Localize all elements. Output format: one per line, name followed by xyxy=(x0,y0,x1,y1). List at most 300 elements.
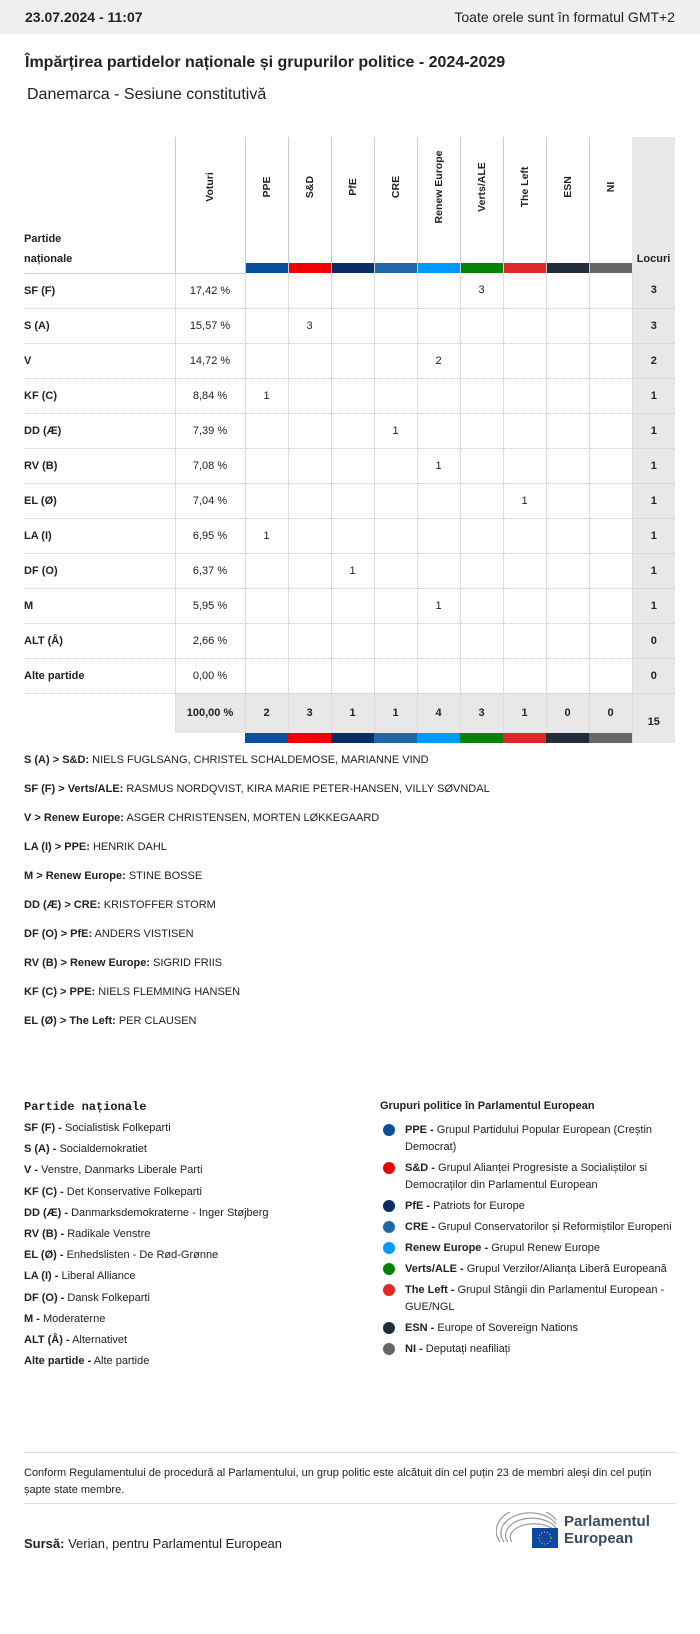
group-color-bar xyxy=(245,733,288,743)
table-row xyxy=(24,588,675,623)
table-row xyxy=(24,623,675,658)
group-seat-cell xyxy=(546,273,589,308)
vote-share: 5,95 % xyxy=(175,588,245,623)
legend-text xyxy=(405,1240,600,1257)
group-seat-cell xyxy=(374,273,417,308)
group-seat-cell: 2 xyxy=(417,343,460,378)
group-seat-cell xyxy=(460,553,503,588)
group-seat-cell xyxy=(460,483,503,518)
votes-header xyxy=(175,137,245,273)
group-seat-cell xyxy=(589,553,632,588)
group-seat-cell xyxy=(460,588,503,623)
national-parties-legend xyxy=(24,1100,269,1376)
group-seat-cell xyxy=(374,553,417,588)
group-seat-cell xyxy=(589,378,632,413)
group-seat-cell xyxy=(331,623,374,658)
party-name: EL (Ø) xyxy=(24,483,175,518)
vote-share: 7,08 % xyxy=(175,448,245,483)
vote-share: 6,37 % xyxy=(175,553,245,588)
legend-abbr: LA (I) - xyxy=(24,1270,59,1283)
group-name: PPE xyxy=(260,176,273,198)
mep-mapping: KF (C) > PPE: xyxy=(24,986,96,998)
group-color-dot-icon xyxy=(383,1263,395,1275)
legend-abbr: DD (Æ) - xyxy=(24,1206,68,1219)
group-total: 4 xyxy=(417,693,460,733)
group-color-dot-icon xyxy=(383,1200,395,1212)
legend-name: Europe of Sovereign Nations xyxy=(437,1322,579,1334)
mep-list-item xyxy=(24,897,490,926)
mep-names: STINE BOSSE xyxy=(128,870,203,882)
mep-names: PER CLAUSEN xyxy=(118,1015,197,1027)
group-seat-cell xyxy=(546,378,589,413)
group-seat-cell xyxy=(331,658,374,693)
legend-name: Dansk Folkeparti xyxy=(67,1291,150,1304)
group-seat-cell xyxy=(460,448,503,483)
table-row xyxy=(24,343,675,378)
vote-share: 0,00 % xyxy=(175,658,245,693)
legend-text xyxy=(405,1198,525,1215)
legend-item xyxy=(24,1292,269,1313)
group-total: 0 xyxy=(546,693,589,733)
mep-mapping: SF (F) > Verts/ALE: xyxy=(24,783,124,795)
group-name: CRE xyxy=(389,175,402,199)
legend-item xyxy=(24,1143,269,1164)
vote-share: 2,66 % xyxy=(175,623,245,658)
group-seat-cell xyxy=(245,413,288,448)
group-seat-cell xyxy=(460,343,503,378)
group-seat-cell xyxy=(288,273,331,308)
legend-abbr: M - xyxy=(24,1312,40,1325)
legend-abbr: Renew Europe - xyxy=(405,1242,489,1254)
group-seat-cell xyxy=(503,413,546,448)
legend-abbr: PPE - xyxy=(405,1124,434,1136)
group-seat-cell xyxy=(417,308,460,343)
legend-item xyxy=(380,1160,680,1194)
group-name: Renew Europe xyxy=(432,150,445,224)
group-seat-cell: 1 xyxy=(245,378,288,413)
group-total: 0 xyxy=(589,693,632,733)
group-seat-cell xyxy=(245,623,288,658)
group-seat-cell xyxy=(288,623,331,658)
group-seat-cell xyxy=(589,658,632,693)
group-seat-cell xyxy=(331,378,374,413)
legend-abbr: Alte partide - xyxy=(24,1355,92,1368)
group-color-bar xyxy=(374,733,417,743)
total-votes: 100,00 % xyxy=(175,693,245,733)
group-name: NI xyxy=(604,181,617,193)
group-name: ESN xyxy=(561,176,574,198)
group-seat-cell xyxy=(589,483,632,518)
legend-item xyxy=(24,1270,269,1291)
group-total: 2 xyxy=(245,693,288,733)
legend-abbr: S (A) - xyxy=(24,1143,57,1156)
group-total: 3 xyxy=(460,693,503,733)
legend-name: Alte partide xyxy=(93,1355,150,1368)
group-name: Verts/ALE xyxy=(475,162,488,212)
group-header xyxy=(331,137,374,273)
group-seat-cell xyxy=(331,483,374,518)
group-color-bar xyxy=(417,733,460,743)
group-header xyxy=(460,137,503,273)
table-row xyxy=(24,518,675,553)
group-seat-cell xyxy=(374,658,417,693)
group-total: 1 xyxy=(374,693,417,733)
mep-list-item xyxy=(24,984,490,1013)
group-seat-cell xyxy=(589,448,632,483)
party-name: M xyxy=(24,588,175,623)
logo-line1: Parlamentul xyxy=(564,1513,650,1530)
group-seat-cell: 1 xyxy=(503,483,546,518)
legend-text xyxy=(405,1122,680,1156)
group-name: PfE xyxy=(346,178,359,196)
group-seat-cell xyxy=(503,588,546,623)
legend-item xyxy=(24,1249,269,1270)
group-color-bar xyxy=(547,263,589,273)
mep-names: NIELS FLEMMING HANSEN xyxy=(98,986,241,998)
group-seat-cell xyxy=(331,518,374,553)
group-seat-cell xyxy=(546,588,589,623)
group-seat-cell xyxy=(503,623,546,658)
votes-header-label: Voturi xyxy=(204,172,216,202)
group-seat-cell xyxy=(374,623,417,658)
group-seat-cell xyxy=(331,273,374,308)
group-seat-cell xyxy=(460,623,503,658)
legend-name: Moderaterne xyxy=(42,1312,106,1325)
legend-item xyxy=(24,1207,269,1228)
legend-item xyxy=(380,1219,680,1236)
group-seat-cell: 1 xyxy=(417,588,460,623)
party-name: RV (B) xyxy=(24,448,175,483)
party-name: SF (F) xyxy=(24,273,175,308)
mep-mapping: LA (I) > PPE: xyxy=(24,841,90,853)
mep-names: HENRIK DAHL xyxy=(92,841,167,853)
seat-count: 1 xyxy=(632,553,675,588)
group-seat-cell xyxy=(245,273,288,308)
total-seats: 15 xyxy=(632,693,675,743)
seat-count: 1 xyxy=(632,413,675,448)
legend-abbr: Verts/ALE - xyxy=(405,1263,464,1275)
group-color-bar xyxy=(461,263,503,273)
group-seat-cell xyxy=(589,413,632,448)
mep-mapping: RV (B) > Renew Europe: xyxy=(24,957,151,969)
mep-list-item xyxy=(24,810,490,839)
legend-abbr: KF (C) - xyxy=(24,1185,64,1198)
group-seat-cell: 1 xyxy=(245,518,288,553)
group-seat-cell xyxy=(288,413,331,448)
mep-list xyxy=(24,752,490,1042)
vote-share: 15,57 % xyxy=(175,308,245,343)
group-seat-cell xyxy=(417,483,460,518)
group-seat-cell xyxy=(460,413,503,448)
group-seat-cell xyxy=(245,308,288,343)
legend-item xyxy=(380,1122,680,1156)
group-color-dot-icon xyxy=(383,1221,395,1233)
group-seat-cell xyxy=(374,308,417,343)
table-row xyxy=(24,553,675,588)
group-seat-cell xyxy=(503,553,546,588)
legend-name: Grupul Partidului Popular European (Creștin Democrat) xyxy=(405,1124,653,1153)
group-seat-cell xyxy=(503,343,546,378)
legend-abbr: SF (F) - xyxy=(24,1122,62,1134)
group-seat-cell xyxy=(503,378,546,413)
table-row xyxy=(24,658,675,693)
legend-item xyxy=(380,1341,680,1358)
group-header xyxy=(417,137,460,273)
seat-count: 0 xyxy=(632,623,675,658)
mep-names: ASGER CHRISTENSEN, MORTEN LØKKEGAARD xyxy=(126,812,380,824)
group-total: 3 xyxy=(288,693,331,733)
table-row xyxy=(24,413,675,448)
group-color-dot-icon xyxy=(383,1124,395,1136)
mep-names: SIGRID FRIIS xyxy=(153,957,223,969)
top-bar xyxy=(0,0,700,34)
group-seat-cell xyxy=(546,413,589,448)
seat-count: 3 xyxy=(632,273,675,308)
page-title: Împărțirea partidelor naționale și grupurilor politice - 2024-2029 xyxy=(25,54,506,71)
legend-abbr: ALT (Å) - xyxy=(24,1333,70,1346)
mep-names: ANDERS VISTISEN xyxy=(94,928,194,940)
group-seat-cell xyxy=(460,518,503,553)
group-total: 1 xyxy=(503,693,546,733)
mep-mapping: S (A) > S&D: xyxy=(24,754,90,766)
group-seat-cell xyxy=(331,308,374,343)
political-groups-legend xyxy=(380,1100,680,1362)
group-seat-cell xyxy=(503,658,546,693)
group-seat-cell xyxy=(288,658,331,693)
group-color-dot-icon xyxy=(383,1162,395,1174)
legend-abbr: V - xyxy=(24,1164,39,1177)
source xyxy=(24,1536,282,1551)
group-seat-cell xyxy=(460,658,503,693)
group-seat-cell xyxy=(546,448,589,483)
group-seat-cell xyxy=(331,343,374,378)
group-seat-cell: 1 xyxy=(374,413,417,448)
mep-names: KRISTOFFER STORM xyxy=(103,899,216,911)
group-seat-cell xyxy=(331,588,374,623)
legend-item xyxy=(24,1122,269,1143)
legend-name: Venstre, Danmarks Liberale Parti xyxy=(41,1164,203,1177)
group-seat-cell xyxy=(589,343,632,378)
table-row xyxy=(24,483,675,518)
group-seat-cell xyxy=(589,273,632,308)
group-seat-cell xyxy=(374,518,417,553)
group-seat-cell xyxy=(374,448,417,483)
legend-text xyxy=(405,1282,680,1316)
ep-logo xyxy=(496,1512,650,1548)
parliament-hemicycle-icon xyxy=(496,1512,560,1548)
group-seat-cell xyxy=(546,308,589,343)
group-seat-cell xyxy=(460,308,503,343)
group-color-bar xyxy=(590,263,633,273)
group-color-bar xyxy=(331,733,374,743)
timezone-note: Toate orele sunt în formatul GMT+2 xyxy=(454,9,675,25)
group-seat-cell xyxy=(503,273,546,308)
group-seat-cell xyxy=(288,378,331,413)
legend-abbr: S&D - xyxy=(405,1162,435,1174)
mep-names: NIELS FUGLSANG, CHRISTEL SCHALDEMOSE, MARIANNE VIND xyxy=(92,754,429,766)
legend-item xyxy=(24,1186,269,1207)
group-seat-cell xyxy=(589,308,632,343)
group-color-bar xyxy=(289,263,331,273)
group-seat-cell xyxy=(417,378,460,413)
legend-name: Patriots for Europe xyxy=(433,1200,525,1212)
legend-item xyxy=(24,1228,269,1249)
group-header xyxy=(546,137,589,273)
legend-name: Socialdemokratiet xyxy=(59,1143,147,1156)
party-name: DF (O) xyxy=(24,553,175,588)
party-name: LA (I) xyxy=(24,518,175,553)
seat-count: 0 xyxy=(632,658,675,693)
table-row xyxy=(24,308,675,343)
vote-share: 7,39 % xyxy=(175,413,245,448)
mep-mapping: EL (Ø) > The Left: xyxy=(24,1015,116,1027)
group-seat-cell xyxy=(417,413,460,448)
legend-name: Liberal Alliance xyxy=(61,1270,136,1283)
party-name: DD (Æ) xyxy=(24,413,175,448)
legend-item xyxy=(380,1282,680,1316)
group-seat-cell xyxy=(589,623,632,658)
group-seat-cell xyxy=(374,343,417,378)
source-label: Sursă: xyxy=(24,1536,65,1551)
group-name: The Left xyxy=(518,166,531,208)
legend-text xyxy=(405,1219,672,1236)
group-seat-cell xyxy=(245,343,288,378)
group-color-bar xyxy=(418,263,460,273)
seat-count: 1 xyxy=(632,378,675,413)
legend-name: Enhedslisten - De Rød-Grønne xyxy=(66,1249,219,1262)
mep-list-item xyxy=(24,1013,490,1042)
group-seat-cell xyxy=(503,308,546,343)
party-name: V xyxy=(24,343,175,378)
page-subtitle: Danemarca - Sesiune constitutivă xyxy=(27,86,267,103)
seat-count: 2 xyxy=(632,343,675,378)
group-seat-cell xyxy=(245,658,288,693)
group-seat-cell xyxy=(417,273,460,308)
datetime: 23.07.2024 - 11:07 xyxy=(25,9,143,25)
table-row xyxy=(24,378,675,413)
group-seat-cell xyxy=(245,483,288,518)
legend-name: Danmarksdemokraterne - Inger Støjberg xyxy=(71,1206,269,1219)
group-color-dot-icon xyxy=(383,1284,395,1296)
legend-item xyxy=(380,1261,680,1278)
group-seat-cell xyxy=(417,658,460,693)
vote-share: 7,04 % xyxy=(175,483,245,518)
mep-mapping: M > Renew Europe: xyxy=(24,870,126,882)
group-seat-cell xyxy=(417,553,460,588)
mep-list-item xyxy=(24,926,490,955)
mep-list-item xyxy=(24,781,490,810)
group-color-bar xyxy=(589,733,632,743)
group-header xyxy=(374,137,417,273)
legend-name: Grupul Stângii din Parlamentul European - GUE/NGL xyxy=(405,1284,665,1313)
legend-title: Grupuri politice în Parlamentul European xyxy=(380,1100,595,1112)
results-table xyxy=(24,137,675,743)
group-seat-cell xyxy=(245,588,288,623)
legend-abbr: DF (O) - xyxy=(24,1291,65,1304)
group-seat-cell: 1 xyxy=(331,553,374,588)
legend-name: Grupul Renew Europe xyxy=(491,1242,601,1254)
group-seat-cell xyxy=(546,343,589,378)
group-seat-cell xyxy=(331,413,374,448)
group-seat-cell xyxy=(245,448,288,483)
legend-abbr: The Left - xyxy=(405,1284,455,1296)
group-seat-cell xyxy=(503,448,546,483)
vote-share: 14,72 % xyxy=(175,343,245,378)
legend-item xyxy=(24,1355,269,1376)
group-header xyxy=(288,137,331,273)
legend-name: Deputați neafiliați xyxy=(425,1343,511,1355)
legend-text xyxy=(405,1261,667,1278)
legend-item xyxy=(380,1198,680,1215)
seat-count: 1 xyxy=(632,588,675,623)
legend-item xyxy=(380,1320,680,1337)
legend-name: Radikale Venstre xyxy=(67,1227,151,1240)
group-seat-cell xyxy=(288,588,331,623)
group-seat-cell: 3 xyxy=(460,273,503,308)
group-seat-cell xyxy=(288,448,331,483)
legend-abbr: ESN - xyxy=(405,1322,435,1334)
mep-names: RASMUS NORDQVIST, KIRA MARIE PETER-HANSEN, VILLY SØVNDAL xyxy=(126,783,490,795)
group-seat-cell xyxy=(288,343,331,378)
mep-list-item xyxy=(24,955,490,984)
vote-share: 17,42 % xyxy=(175,273,245,308)
legend-abbr: PfE - xyxy=(405,1200,431,1212)
color-bars-row xyxy=(24,733,675,743)
group-seat-cell xyxy=(546,623,589,658)
group-name: S&D xyxy=(303,175,316,199)
group-seat-cell xyxy=(417,518,460,553)
legend-text xyxy=(405,1320,578,1337)
seat-count: 1 xyxy=(632,518,675,553)
seats-header: Locuri xyxy=(632,137,675,273)
table-row xyxy=(24,448,675,483)
mep-mapping: V > Renew Europe: xyxy=(24,812,124,824)
legend-text xyxy=(405,1341,510,1358)
mep-list-item xyxy=(24,752,490,781)
totals-row xyxy=(24,693,675,733)
group-color-bar xyxy=(546,733,589,743)
group-seat-cell xyxy=(503,518,546,553)
legend-name: Det Konservative Folkeparti xyxy=(66,1185,202,1198)
group-header xyxy=(245,137,288,273)
group-seat-cell xyxy=(546,553,589,588)
group-seat-cell xyxy=(288,483,331,518)
group-seat-cell xyxy=(288,518,331,553)
group-color-dot-icon xyxy=(383,1343,395,1355)
party-header-line1: Partide xyxy=(24,232,62,245)
group-color-bar xyxy=(246,263,288,273)
group-seat-cell xyxy=(245,553,288,588)
group-seat-cell xyxy=(288,553,331,588)
group-seat-cell xyxy=(546,658,589,693)
seat-count: 1 xyxy=(632,483,675,518)
legend-title: Partide naționale xyxy=(24,1100,147,1114)
group-color-bar xyxy=(288,733,331,743)
group-seat-cell xyxy=(374,378,417,413)
group-seat-cell xyxy=(546,483,589,518)
legend-name: Grupul Verzilor/Alianța Liberă Europeană xyxy=(466,1263,667,1275)
group-color-bar xyxy=(332,263,374,273)
group-seat-cell: 1 xyxy=(417,448,460,483)
legend-abbr: RV (B) - xyxy=(24,1227,65,1240)
vote-share: 6,95 % xyxy=(175,518,245,553)
legend-name: Socialistisk Folkeparti xyxy=(64,1122,171,1134)
group-color-bar xyxy=(503,733,546,743)
group-color-dot-icon xyxy=(383,1242,395,1254)
table-row xyxy=(24,273,675,308)
seat-count: 1 xyxy=(632,448,675,483)
group-seat-cell xyxy=(331,448,374,483)
